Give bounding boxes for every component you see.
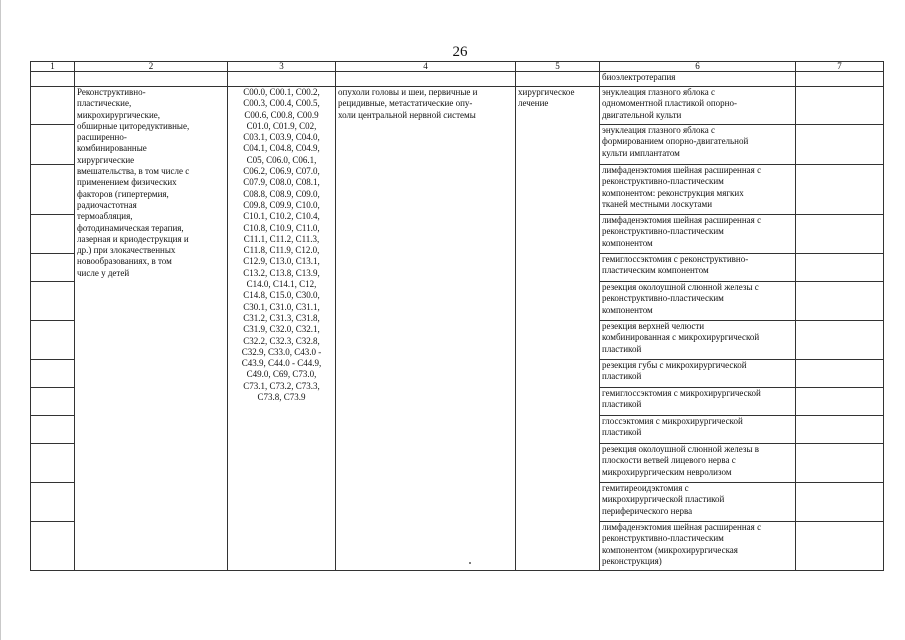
method-line: реконструктивно-пластическим	[602, 533, 724, 544]
intervention-type-line: расширенно-	[77, 132, 127, 143]
method-line: лимфаденэктомия шейная расширенная с	[602, 165, 762, 175]
cell-empty	[796, 125, 884, 165]
method-cell	[600, 282, 796, 321]
cell-empty	[516, 72, 600, 87]
method-cell	[600, 321, 796, 360]
header-col-4: 4	[336, 62, 516, 72]
cell-empty	[796, 165, 884, 215]
header-col-7: 7	[796, 62, 884, 72]
cell-empty	[31, 388, 75, 416]
cell-empty	[796, 416, 884, 444]
cell-empty	[31, 483, 75, 522]
method-line: пластикой	[602, 343, 642, 354]
intervention-type-line: радиочастотная	[77, 199, 137, 210]
intervention-type-line: комбинированные	[77, 143, 147, 154]
method-cell: биоэлектротерапия	[600, 72, 796, 87]
method-line: реконструктивно-пластическим	[602, 176, 724, 187]
cell-empty	[796, 254, 884, 282]
diagnosis-line: рецидивные, метастатические опу-	[338, 98, 473, 109]
method-line: пластическим компонентом	[602, 265, 709, 276]
intervention-type-line: термоабляция,	[77, 211, 133, 222]
header-col-2: 2	[75, 62, 228, 72]
method-cell	[600, 483, 796, 522]
cell-empty	[796, 87, 884, 125]
method-cell	[600, 522, 796, 571]
header-col-5: 5	[516, 62, 600, 72]
header-col-3: 3	[228, 62, 336, 72]
icd-code-line: C00.0, C00.1, C00.2,	[243, 87, 320, 97]
icd-code-line: C06.2, C06.9, C07.0,	[243, 166, 320, 177]
method-line: пластикой	[602, 399, 642, 410]
diagnosis-line: холи центральной нервной системы	[338, 109, 476, 120]
cell-empty	[31, 125, 75, 165]
header-col-6: 6	[600, 62, 796, 72]
cell-empty	[31, 321, 75, 360]
diagnosis-cell	[336, 87, 516, 571]
icd-code-line: C14.0, C14.1, C12,	[246, 279, 317, 290]
continuation-row	[31, 72, 884, 87]
icd-code-line: C11.8, C11.9, C12.0,	[243, 245, 320, 256]
icd-code-line: C08.8, C08.9, C09.0,	[243, 188, 320, 199]
method-line: комбинированная с микрохирургической	[602, 332, 760, 343]
cell-empty	[796, 215, 884, 254]
method-line: энуклеация глазного яблока с	[602, 87, 715, 97]
method-line: реконструктивно-пластическим	[602, 226, 724, 237]
cell-empty	[796, 483, 884, 522]
treatment-type-line: лечение	[518, 98, 549, 109]
cell-empty	[336, 72, 516, 87]
cell-empty	[31, 444, 75, 483]
icd-code-line: C14.8, C15.0, C30.0,	[243, 290, 320, 301]
icd-code-line: C12.9, C13.0, C13.1,	[243, 256, 320, 267]
intervention-type-line: лазерная и криодеструкция и	[77, 233, 189, 244]
icd-code-line: C32.2, C32.3, C32.8,	[243, 335, 320, 346]
treatment-type-line: хирургическое	[518, 87, 575, 97]
icd-code-line: C05, C06.0, C06.1,	[246, 154, 317, 165]
icd-code-line: C07.9, C08.0, C08.1,	[243, 177, 320, 188]
cell-empty	[31, 254, 75, 282]
method-line: одномоментной пластикой опорно-	[602, 98, 737, 109]
cell-empty	[796, 282, 884, 321]
method-line: резекция верхней челюсти	[602, 321, 705, 331]
method-line: резекция околоушной слюнной железы с	[602, 282, 759, 292]
method-line: плоскости ветвей лицевого нерва с	[602, 455, 736, 466]
cell-empty	[796, 444, 884, 483]
intervention-type-line: пластические,	[77, 98, 132, 109]
icd-code-line: C32.9, C33.0, C43.0 -	[241, 346, 322, 357]
intervention-type-line: факторов (гипертермия,	[77, 188, 169, 199]
cell-empty	[31, 416, 75, 444]
icd-code-line: C31.9, C32.0, C32.1,	[243, 324, 320, 335]
icd-code-line: C49.0, C69, C73.0,	[246, 369, 317, 380]
method-line: глоссэктомия с микрохирургической	[602, 416, 743, 426]
intervention-type-line: Реконструктивно-	[77, 87, 146, 97]
cell-empty	[31, 522, 75, 571]
method-line: компонентом	[602, 237, 653, 248]
intervention-type-line: числе у детей	[77, 267, 130, 278]
page-edge-line	[0, 0, 1, 640]
treatment-type-cell	[516, 87, 600, 571]
icd-code-line: C00.3, C00.4, C00.5,	[243, 98, 320, 109]
icd-code-line: C11.1, C11.2, C11.3,	[243, 233, 320, 244]
method-line: компонентом: реконструкция мягких	[602, 187, 744, 198]
cell-empty	[796, 321, 884, 360]
method-cell	[600, 215, 796, 254]
icd-code-line: C43.9, C44.0 - C44.9,	[241, 358, 322, 369]
cell-empty	[31, 215, 75, 254]
icd-code-line: C04.1, C04.8, C04.9,	[243, 143, 320, 154]
cell-empty	[31, 282, 75, 321]
intervention-type-line: вмешательства, в том числе с	[77, 166, 190, 177]
cell-empty	[31, 165, 75, 215]
intervention-type-line: др.) при злокачественных	[77, 245, 176, 256]
intervention-type-line: обширные циторедуктивные,	[77, 120, 190, 131]
method-line: формированием опорно-двигательной	[602, 136, 749, 147]
icd-code-line: C09.8, C09.9, C10.0,	[243, 199, 320, 210]
diagnosis-line: опухоли головы и шеи, первичные и	[338, 87, 478, 97]
method-line: лимфаденэктомия шейная расширенная с	[602, 215, 762, 225]
header-row	[31, 62, 884, 72]
scan-dot	[469, 562, 471, 564]
cell-empty	[796, 522, 884, 571]
method-line: периферического нерва	[602, 505, 693, 516]
intervention-type-line: микрохирургические,	[77, 109, 161, 120]
intervention-type-cell	[75, 87, 228, 571]
intervention-type-line: хирургические	[77, 154, 135, 165]
intervention-type-line: применением физических	[77, 177, 177, 188]
intervention-type-line: новообразованиях, в том	[77, 256, 172, 267]
method-line: микрохирургической пластикой	[602, 494, 725, 505]
method-cell	[600, 254, 796, 282]
method-row	[31, 87, 884, 125]
method-line: тканей местными лоскутами	[602, 198, 713, 209]
method-line: реконструктивно-пластическим	[602, 293, 724, 304]
method-cell	[600, 87, 796, 125]
method-line: гемиглоссэктомия с реконструктивно-	[602, 254, 749, 264]
intervention-type-line: фотодинамическая терапия,	[77, 222, 184, 233]
icd-code-line: C73.1, C73.2, C73.3,	[243, 380, 320, 391]
method-line: двигательной культи	[602, 109, 682, 120]
method-line: резекция губы с микрохирургической	[602, 360, 747, 370]
icd-code-line: C31.2, C31.3, C31.8,	[243, 312, 320, 323]
cell-empty	[75, 72, 228, 87]
icd-code-line: C03.1, C03.9, C04.0,	[243, 132, 320, 143]
icd-code-line: C00.6, C00.8, C00.9	[244, 109, 319, 120]
page-number: 26	[452, 44, 468, 60]
method-line: пластикой	[602, 371, 642, 382]
method-line: микрохирургическим невролизом	[602, 466, 732, 477]
icd-code-line: C13.2, C13.8, C13.9,	[243, 267, 320, 278]
cell-empty	[31, 72, 75, 87]
method-cell	[600, 388, 796, 416]
cell-empty	[31, 360, 75, 388]
method-line: резекция околоушной слюнной железы в	[602, 444, 760, 454]
header-col-1: 1	[31, 62, 75, 72]
method-line: гемитиреоидэктомия с	[602, 483, 689, 493]
icd-code-line: C30.1, C31.0, C31.1,	[243, 301, 320, 312]
method-line: реконструкция)	[602, 555, 662, 566]
icd-codes-cell	[228, 87, 336, 571]
method-cell	[600, 444, 796, 483]
cell-empty	[228, 72, 336, 87]
method-line: энуклеация глазного яблока с	[602, 125, 715, 135]
cell-empty	[796, 72, 884, 87]
method-cell	[600, 165, 796, 215]
method-line: культи имплантатом	[602, 147, 680, 158]
method-line: лимфаденэктомия шейная расширенная с	[602, 522, 762, 532]
method-line: пластикой	[602, 427, 642, 438]
method-cell	[600, 125, 796, 165]
icd-code-line: C10.8, C10.9, C11.0,	[243, 222, 320, 233]
method-line: компонентом (микрохирургическая	[602, 544, 738, 555]
icd-code-line: C01.0, C01.9, C02,	[246, 120, 317, 131]
method-line: компонентом	[602, 304, 653, 315]
method-cell	[600, 416, 796, 444]
cell-empty	[31, 87, 75, 125]
method-cell	[600, 360, 796, 388]
method-line: гемиглоссэктомия с микрохирургической	[602, 388, 761, 398]
icd-code-line: C73.8, C73.9	[257, 392, 306, 403]
cell-empty	[796, 360, 884, 388]
cell-empty	[796, 388, 884, 416]
icd-code-line: C10.1, C10.2, C10.4,	[243, 211, 320, 222]
procedures-table	[30, 61, 884, 571]
